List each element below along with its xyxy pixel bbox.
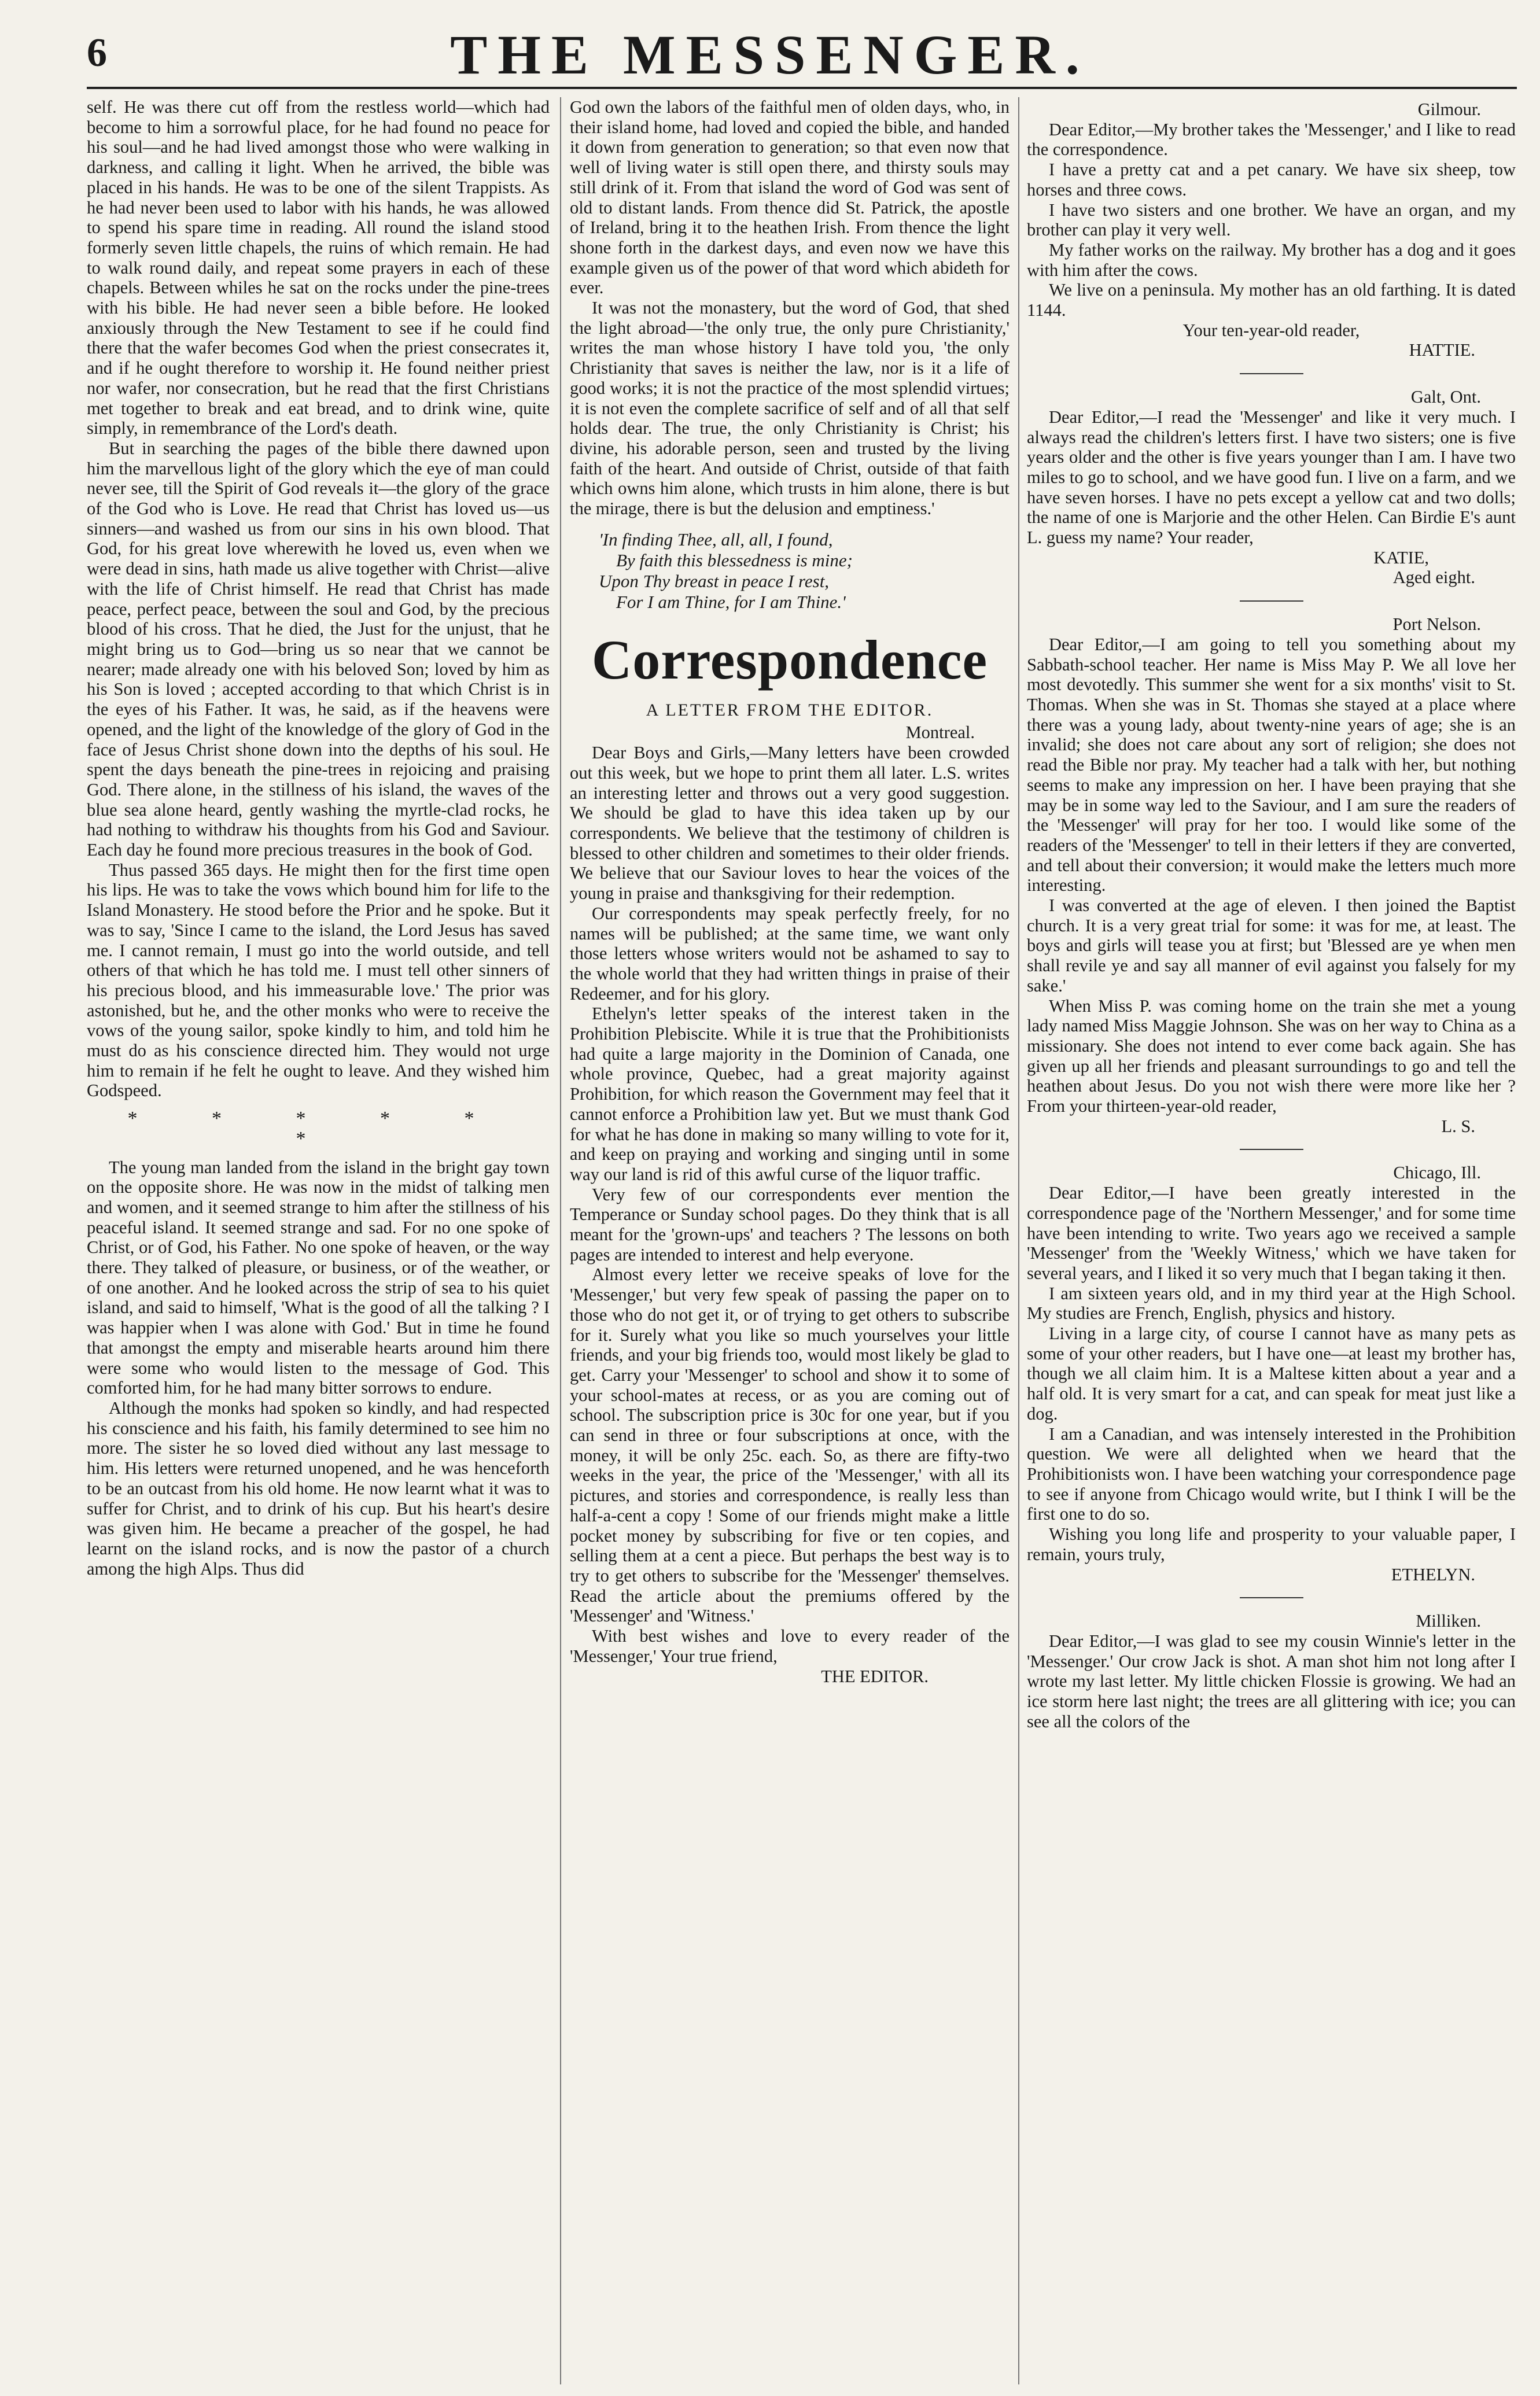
letter-closing: Your ten-year-old reader,: [1182, 320, 1360, 340]
masthead-title: THE MESSENGER.: [450, 24, 1090, 86]
letter-place: Montreal.: [905, 723, 975, 743]
article-paragraph: But in searching the pages of the bible there dawned upon him the marvellous light of the glory which the eye of man could never see, till the Spirit of God reveals it—the glory of the grace of the God who is Love. He read that Christ has loved us—us sinners—and washed us from our sins in his own blood. That God, for his great love wherewith he loved us, even when we were dead in sins, hath made us alive together with Christ—alive with the life of Christ himself. He read that Christ has made peace, perfect peace, between the soul and God, by the precious blood of his cross. That he died, the Just for the unjust, that he might bring us to God—bring us so near that we cannot be nearer; made already one with his beloved Son; loved by him as his Son is loved ; accepted according to that which Christ is in the eyes of his Father. It was, he said, as if the heavens were opened, and the light of the knowledge of the glory of God in the face of Jesus Christ shone down into the depths of his soul. He spent the days beneath the pine-trees in rejoicing and praising God. There alone, in the stillness of his island, the waves of the blue sea alone heard, gently washing the myrtle-clad rocks, he had nothing to withdraw his thoughts from his God and Saviour. Each day he found more precious treasures in the book of God.: [87, 438, 550, 860]
letter-place: Galt, Ont.: [1410, 387, 1481, 407]
letter-place: Milliken.: [1416, 1611, 1481, 1631]
letter-signature: ETHELYN.: [1391, 1564, 1475, 1584]
letter-paragraph: Living in a large city, of course I cannot have as many pets as some of your other readers, but I have one—at least my brother has, though we all claim him. It is a Maltese kitten about a year and a half old. It is very smart for a cat, and can speak for meat just like a dog.: [1027, 1324, 1516, 1424]
letter-paragraph: I am a Canadian, and was intensely interested in the Prohibition question. We were all delighted when we heard that the Prohibitionists won. I have been watching your correspondence page to see if anyone from Chicago would write, but I think I will be the first one to do so.: [1027, 1424, 1516, 1524]
poem: [599, 529, 1010, 613]
letter-paragraph: Dear Editor,—My brother takes the 'Messenger,' and I like to read the correspondence.: [1027, 119, 1516, 160]
article-paragraph: self. He was there cut off from the restless world—which had become to him a sorrowful place, for he had found no peace for his soul—and he had lived amongst those who were walking in darkness, and calling it light. When he arrived, the bible was placed in his hands. He was to be one of the silent Trappists. As he had never been used to labor with his hands, he was allowed to spend his spare time in reading. All round the island stood formerly seven little chapels, the ruins of which remain. He had to walk round daily, and repeat some prayers in each of these chapels. Between whiles he sat on the rocks under the pine-trees with his bible. He had never seen a bible before. He looked anxiously through the New Testament to see if he could find there that the wafer becomes God when the priest consecrates it, and if he ought therefore to worship it. He found neither priest nor wafer, nor consecration, but he read that the first Christians met together to break and eat bread, and to drink wine, quite simply, in remembrance of the Lord's death.: [87, 97, 550, 438]
editor-paragraph: Our correspondents may speak perfectly freely, for no names will be published; at the same time, we want only those letters whose writers would not be ashamed to say to the whole world that they had written things in praise of their Redeemer, and for his glory.: [570, 903, 1010, 1004]
letter-place: Gilmour.: [1417, 99, 1481, 119]
poem-line: By faith this blessedness is mine;: [616, 550, 853, 570]
masthead-rule: [87, 87, 1517, 89]
poem-line: 'In finding Thee, all, all, I found,: [599, 529, 833, 550]
letter-signature: HATTIE.: [1409, 340, 1475, 360]
letter-paragraph: I have two sisters and one brother. We have an organ, and my brother can play it very well.: [1027, 200, 1516, 240]
poem-line: Upon Thy breast in peace I rest,: [599, 570, 830, 591]
article-paragraph: Although the monks had spoken so kindly, and had respected his conscience and his faith, his family determined to see him no more. The sister he so loved died without any last message to him. His letters were returned unopened, and he was henceforth to be an outcast from his old home. He now learnt what it was to suffer for Christ, and to drink of his cup. But his heart's desire was given him. He became a preacher of the gospel, he had learnt on the island rocks, and is now the pastor of a church among the high Alps. Thus did: [87, 1398, 550, 1579]
column-divider: [1018, 97, 1019, 2384]
letter-signature: KATIE,: [1373, 547, 1429, 567]
letter-signature-age: Aged eight.: [1392, 567, 1475, 588]
column-2: [570, 97, 1010, 2390]
column-1: [87, 97, 550, 2390]
article-paragraph: God own the labors of the faithful men of olden days, who, in their island home, had loved and copied the bible, and handed it down from generation to generation; so that even now that well of living water is still open there, and thirsty souls may still drink of it. From that island the word of God was sent of old to distant lands. From thence did St. Patrick, the apostle of Ireland, bring it to the heathen Irish. From thence the light shone forth in the darkest days, and even now we have this example given us of the power of that word which abideth for ever.: [570, 97, 1010, 298]
article-paragraph: It was not the monastery, but the word of God, that shed the light abroad—'the only true, the only pure Christianity,' writes the man whose history I have told you, 'the only Christianity that saves is neither the law, nor is it a life of good works; it is not the practice of the most splendid virtues; it is not even the complete sacrifice of self and of all that self holds dear. The true, the only Christianity is Christ; his divine, his adorable person, seen and trusted by the living faith of the heart. And outside of Christ, outside of that faith which owns him alone, which trusts in him alone, there is but the mirage, there is but the delusion and emptiness.': [570, 298, 1010, 519]
editor-paragraph: With best wishes and love to every reader of the 'Messenger,' Your true friend,: [570, 1626, 1010, 1666]
letter-paragraph: Dear Editor,—I read the 'Messenger' and like it very much. I always read the children's letters first. I have two sisters; one is five years older and the other is five years younger than I am. I have two miles to go to school, and we have good fun. I live on a farm, and we have seven horses. I have no pets except a yellow cat and two dolls; the name of one is Marjorie and the other Helen. Can Birdie E's aunt L. guess my name? Your reader,: [1027, 407, 1516, 548]
article-paragraph: Thus passed 365 days. He might then for the first time open his lips. He was to take the vows which bound him for life to the Island Monastery. He stood before the Prior and he spoke. But it was to say, 'Since I came to the island, the Lord Jesus has saved me. I cannot remain, I must go into the world outside, and tell others of that which he has told me. I must tell other sinners of his precious blood, and his immeasurable love.' The prior was astonished, but he, and the other monks who were to receive the vows of the young sailor, spoke kindly to him, and told him he must do as his conscience directed him. They would not urge him to remain if he felt he ought to leave. And they wished him Godspeed.: [87, 860, 550, 1101]
letter-paragraph: I have a pretty cat and a pet canary. We have six sheep, tow horses and three cows.: [1027, 160, 1516, 200]
letter-paragraph: We live on a peninsula. My mother has an old farthing. It is dated 1144.: [1027, 280, 1516, 320]
letter-place: Port Nelson.: [1392, 614, 1481, 635]
letter-paragraph: Dear Editor,—I have been greatly interested in the correspondence page of the 'Northern Messenger,' and for some time have been intending to write. Two years ago we received a sample 'Messenger' from the 'Weekly Witness,' which we have taken for several years, and I liked it so very much that I began taking it then.: [1027, 1183, 1516, 1283]
poem-line: For I am Thine, for I am Thine.': [616, 591, 846, 612]
letter-subheading: A LETTER FROM THE EDITOR.: [646, 700, 934, 720]
letter-paragraph: Wishing you long life and prosperity to your valuable paper, I remain, yours truly,: [1027, 1524, 1516, 1564]
column-divider: [560, 97, 561, 2384]
letter-paragraph: Dear Editor,—I am going to tell you something about my Sabbath-school teacher. Her name is Miss May P. We all love her most devotedly. This summer she went for a six months' visit to St. Thomas. When she was in St. Thomas she stayed at a place where there was a young lady, about twenty-nine years of age; she is an invalid; she does not care about any sort of religion; she does not read the Bible nor pray. My teacher had a talk with her, but nothing seems to make any impression on her. I have been praying that she may be in some way led to the Saviour, and I am sure the readers of the 'Messenger' will pray for her too. I would like some of the readers of the 'Messenger' to tell in their letters if they are converted, and tell about their conversion; it would make the letters much more interesting.: [1027, 634, 1516, 895]
letter-divider: [1240, 1597, 1303, 1598]
letter-place: Chicago, Ill.: [1393, 1163, 1481, 1183]
editor-paragraph: Ethelyn's letter speaks of the interest taken in the Prohibition Plebiscite. While it is true that the Prohibitionists had quite a large majority in the Dominion of Canada, one whole province, Quebec, had a great majority against Prohibition, for which reason the Government may feel that it cannot enforce a Prohibition law yet. But we must thank God for what he has done in making so many willing to vote for it, and keep on praying and working and singing until in some way our land is rid of this awful curse of the liquor traffic.: [570, 1004, 1010, 1184]
column-3: [1027, 97, 1516, 2390]
letter-paragraph: I am sixteen years old, and in my third year at the High School. My studies are French, English, physics and history.: [1027, 1283, 1516, 1324]
letter-divider: [1240, 1149, 1303, 1150]
section-heading: Correspondence: [591, 628, 988, 691]
editor-paragraph: Almost every letter we receive speaks of love for the 'Messenger,' but very few speak of passing the paper on to those who do not get it, or of trying to get others to subscribe for it. Surely what you like so much yourselves your little friends, and your big friends too, would most likely be glad to get. Carry your 'Messenger' to school and show it to some of your school-mates at recess, or as you are coming out of school. The subscription price is 30c for one year, but if you can send in three or four subscriptions at once, with the money, it will be only 25c. each. So, as there are fifty-two weeks in the year, the price of the 'Messenger,' with all its pictures, and stories and correspondence, is really less than half-a-cent a copy ! Some of our friends might make a little pocket money by subscribing for five or ten copies, and selling them at a cent a piece. But perhaps the best way is to try to get others to subscribe for the 'Messenger' themselves. Read the article about the premiums offered by the 'Messenger' and 'Witness.': [570, 1265, 1010, 1626]
letter-signature: L. S.: [1441, 1116, 1475, 1136]
letter-paragraph: When Miss P. was coming home on the train she met a young lady named Miss Maggie Johnson. She was on her way to China as a missionary. She does not intend to ever come back again. She has given up all her friends and pleasant surroundings to go and tell the heathen about Jesus. Do you not wish there were more like her ? From your thirteen-year-old reader,: [1027, 996, 1516, 1116]
letter-paragraph: I was converted at the age of eleven. I then joined the Baptist church. It is a very great trial for some: it was for me, at least. The boys and girls will tease you at first; but 'Blessed are ye when men shall revile ye and say all manner of evil against you falsely for my sake.': [1027, 895, 1516, 996]
editor-paragraph: Dear Boys and Girls,—Many letters have been crowded out this week, but we hope to print them all later. L.S. writes an interesting letter and throws out a very good suggestion. We should be glad to have this idea taken up by our correspondents. We believe that the testimony of children is blessed to other children and sometimes to their older friends. We believe that our Saviour loves to hear the voices of the young in praise and thanksgiving for their redemption.: [570, 743, 1010, 904]
letter-signature: THE EDITOR.: [821, 1666, 929, 1686]
article-paragraph: The young man landed from the island in the bright gay town on the opposite shore. He was now in the midst of talking men and women, and it seemed strange to him after the stillness of his peaceful island. It seemed strange and sad. For no one spoke of Christ, or of God, his Father. No one spoke of heaven, or the way there. They talked of pleasure, or business, or of the weather, or of one another. And he looked across the strip of sea to his quiet island, and said to himself, 'What is the good of all the talking ? I was happier when I was alone with God.' But in time he found that amongst the empty and miserable hearts around him there were some who would listen to the message of God. This comforted him, for he had many bitter sorrows to endure.: [87, 1157, 550, 1398]
section-break-stars: * * * * * *: [127, 1108, 509, 1149]
letter-divider: [1240, 600, 1303, 602]
letter-paragraph: Dear Editor,—I was glad to see my cousin Winnie's letter in the 'Messenger.' Our crow Jack is shot. A man shot him not long after I wrote my last letter. My little chicken Flossie is growing. We had an ice storm here last night; the trees are all glittering with ice; you can see all the colors of the: [1027, 1631, 1516, 1731]
page-number: 6: [87, 31, 107, 75]
letter-paragraph: My father works on the railway. My brother has a dog and it goes with him after the cows.: [1027, 239, 1516, 280]
editor-paragraph: Very few of our correspondents ever mention the Temperance or Sunday school pages. Do they think that is all meant for the 'grown-ups' and teachers ? The lessons on both pages are intended to interest and help everyone.: [570, 1184, 1010, 1265]
letter-divider: [1240, 373, 1303, 374]
